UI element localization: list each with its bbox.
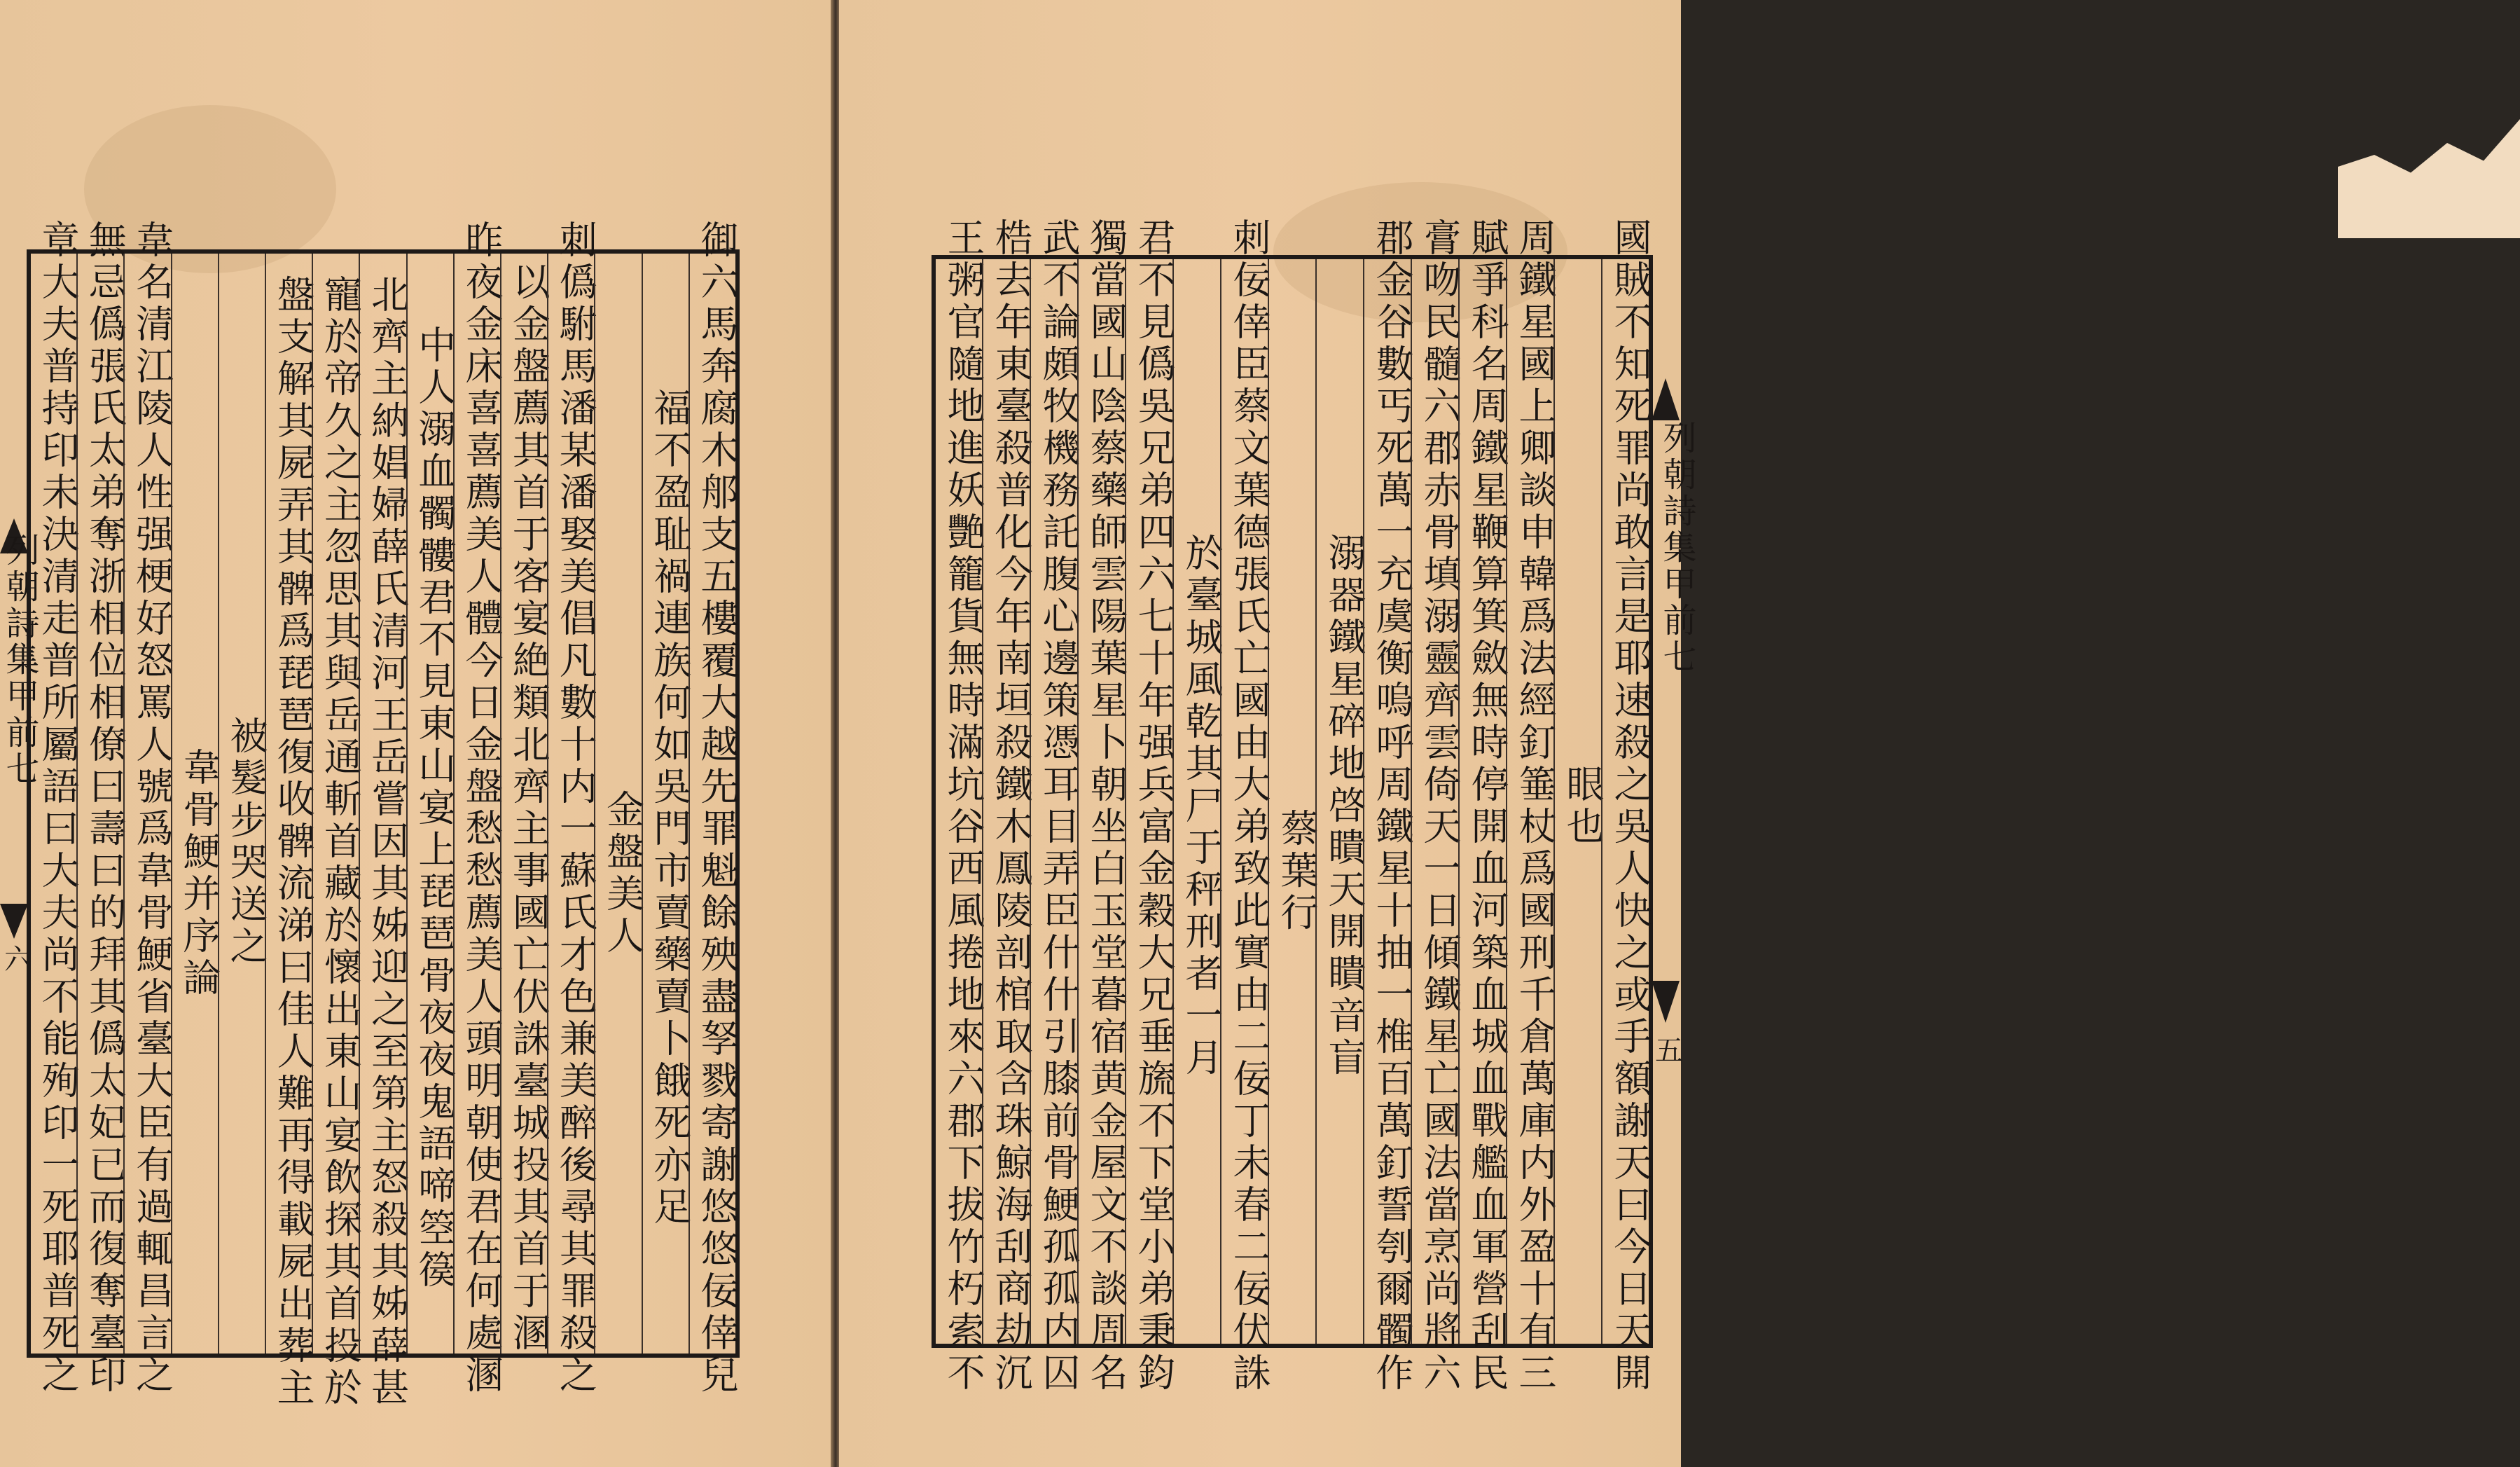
text-column xyxy=(1220,218,1271,1395)
paper-tear xyxy=(2338,119,2520,238)
text-column xyxy=(982,218,1033,1395)
text-column xyxy=(688,220,739,1397)
text-column xyxy=(171,254,221,1354)
folio-number: 六 xyxy=(4,944,32,976)
text-column xyxy=(1601,218,1652,1395)
column-text: 賦爭科名周鐵星鞭算箕斂無時停開血河築血城血戰艦血軍營刮民 xyxy=(1465,218,1509,1395)
text-column xyxy=(547,220,598,1397)
text-column xyxy=(76,220,127,1397)
column-text: 梏去年東臺殺普化今年南垣殺鐵木鳳陵剖棺取含珠鯨海刮商劫沉 xyxy=(989,218,1033,1395)
text-column xyxy=(1125,218,1176,1395)
column-text: 刺僞駙馬潘某潘娶美倡凡數十内一蘇氏才色兼美醉後尋其罪殺之 xyxy=(553,220,598,1397)
column-text: 膏吻民髓六郡赤骨填溺靈齊雲倚天一日傾鐵星亡國法當烹尚將六 xyxy=(1418,218,1462,1395)
column-text: 獨當國山陰蔡藥師雲陽葉星卜朝坐白玉堂暮宿黄金屋文不談周名 xyxy=(1084,218,1128,1395)
text-column xyxy=(1506,218,1557,1395)
column-text: 君不見僞吳兄弟四六七十年强兵富金穀大兄垂旒不下堂小弟秉鈞 xyxy=(1132,218,1176,1395)
column-text: 武不論頗牧機務託腹心邊策憑耳目弄臣什什引膝前骨鯁孤孤内囚 xyxy=(1037,218,1081,1395)
column-text: 福不盈耻禍連族何如吳門市賣藥賣卜餓死亦足 xyxy=(647,388,692,1229)
text-column xyxy=(123,220,174,1397)
text-column xyxy=(453,220,504,1397)
column-text: 盤支解其屍弄其髀爲琵琶復收髀流涕曰佳人難再得載屍出葬主 xyxy=(271,275,316,1410)
text-column xyxy=(936,218,985,1395)
column-text: 寵於帝久之主忽思其與岳通斬首藏於懷出東山宴飲探其首投於 xyxy=(318,275,363,1410)
text-column xyxy=(1077,218,1128,1395)
column-text: 被髮步哭送之 xyxy=(223,716,268,968)
fishtail-mark-bottom xyxy=(0,904,28,939)
column-text: 北齊主納娼婦薛氏清河王岳嘗因其姊迎之至第主怒殺其姊薛甚 xyxy=(365,275,410,1410)
text-column xyxy=(31,220,81,1397)
left-page xyxy=(0,0,833,1467)
fishtail-mark-top xyxy=(1652,378,1680,420)
text-column xyxy=(265,254,316,1410)
column-text: 郡金谷數丐死萬一充虞衡嗚呼周鐵星十抽一椎百萬釘誓刳爾髑作 xyxy=(1370,218,1414,1395)
column-text: 韋骨鯁并序論 xyxy=(176,748,221,1000)
column-text: 金盤美人 xyxy=(600,790,645,958)
column-text: 蔡葉行 xyxy=(1275,808,1319,935)
text-column xyxy=(1411,218,1462,1395)
text-column xyxy=(218,254,268,1354)
text-column xyxy=(1268,259,1319,1344)
text-frame xyxy=(932,218,1653,1395)
text-column xyxy=(500,254,551,1355)
text-column xyxy=(1030,218,1081,1395)
column-text: 御六馬奔腐木郍支五樓覆大越先罪魁餘殃盡孥戮寄謝悠悠佞倖兒 xyxy=(695,220,739,1397)
column-text: 昨夜金床喜喜薦美人體今日金盤愁愁薦美人頭明朝使君在何處溷 xyxy=(459,220,504,1397)
right-page xyxy=(839,0,1696,1467)
banxin-title: 列朝詩集甲前七 xyxy=(0,532,39,787)
text-frame xyxy=(27,220,740,1410)
column-text: 國賊不知死罪尚敢言是耶速殺之吳人快之或手額謝天曰今日天開 xyxy=(1608,218,1652,1395)
text-column xyxy=(359,254,410,1410)
column-text: 溺器鐵星碎地啓瞶天開瞶音盲 xyxy=(1322,533,1366,1080)
text-column xyxy=(1363,218,1414,1395)
text-columns xyxy=(936,218,1652,1395)
text-column xyxy=(1458,218,1509,1395)
column-text: 周鐵星國上卿談申韓爲法經釘箠杖爲國刑千倉萬庫内外盈十有三 xyxy=(1513,218,1557,1395)
text-column xyxy=(642,254,692,1354)
column-text: 刺佞倖臣蔡文葉德張氏亡國由大弟致此實由二佞丁未春二佞伏誅 xyxy=(1227,218,1271,1395)
banxin-title: 列朝詩集甲前七 xyxy=(1657,420,1696,675)
text-column xyxy=(1553,259,1605,1344)
column-text: 中人溺血髑髏君不見東山宴上琵琶骨夜夜鬼語啼箜篌 xyxy=(412,325,457,1292)
text-column xyxy=(1172,259,1224,1344)
text-columns xyxy=(31,220,739,1410)
text-column xyxy=(594,254,645,1354)
column-text: 於臺城風乾其尸于秤刑者一月 xyxy=(1179,533,1224,1080)
text-column xyxy=(1315,259,1366,1344)
column-text: 眼也 xyxy=(1560,764,1605,848)
fishtail-mark-bottom xyxy=(1652,981,1680,1023)
folio-number: 五 xyxy=(1655,1035,1683,1067)
text-column xyxy=(312,254,363,1410)
column-text: 韋名清江陵人性强梗好怒罵人號爲韋骨鯁省臺大臣有過輒昌言之 xyxy=(130,220,174,1397)
column-text: 王粥官隨地進妖艷籠貨無時滿坑谷西風捲地來六郡下拔竹朽索不 xyxy=(941,218,985,1395)
column-text: 章大夫普持印未決清走普所屬語曰大夫尚不能殉印一死耶普死之 xyxy=(36,220,81,1397)
column-text: 以金盤薦其首于客宴絶類北齊主事國亡伏誅臺城投其首于溷 xyxy=(506,262,551,1355)
column-text: 無忌僞張氏太弟奪浙相位相僚曰壽曰的拜其僞太妃已而復奪臺印 xyxy=(83,220,127,1397)
text-column xyxy=(406,254,457,1354)
